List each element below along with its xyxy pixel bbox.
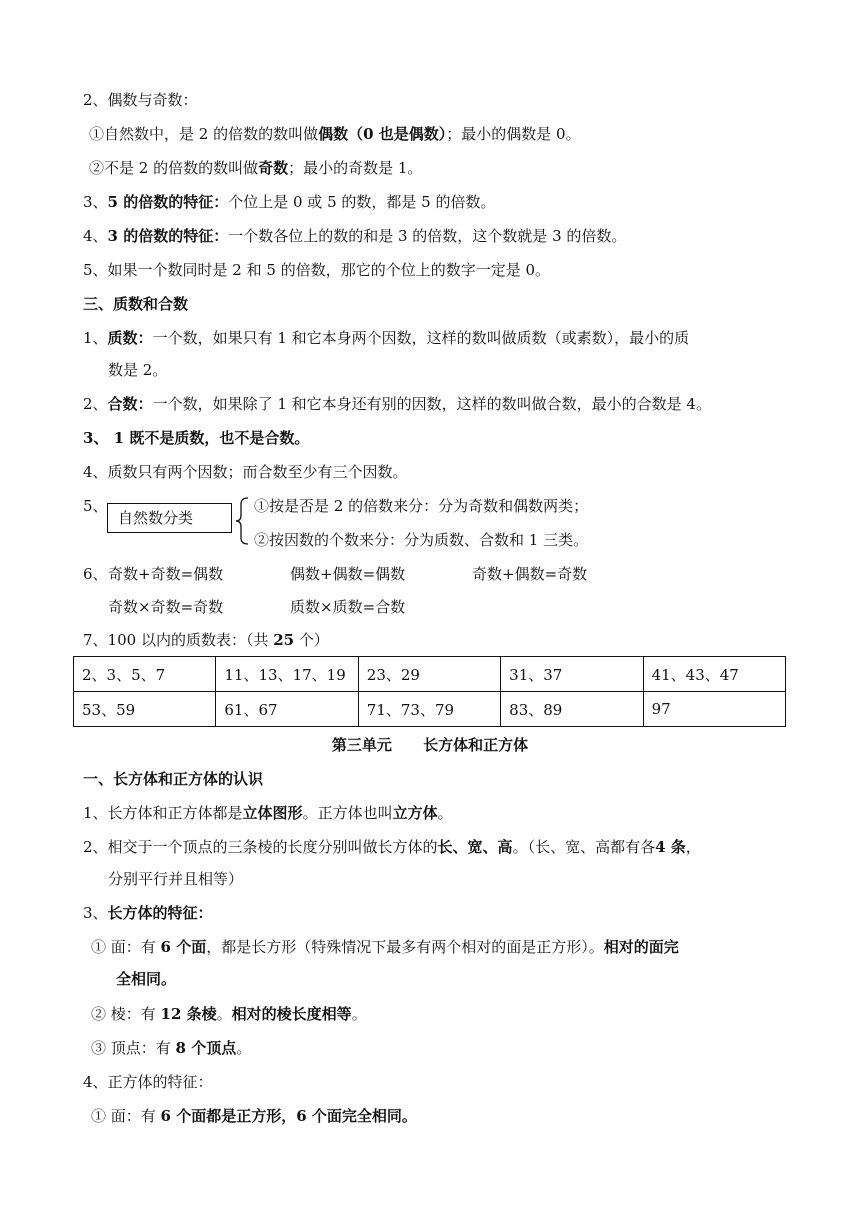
table-cell: 97 xyxy=(643,692,785,727)
prime-definition: 1、质数：一个数，如果只有 1 和它本身两个因数，这样的数叫做质数（或素数），最小的质 xyxy=(83,329,690,347)
multiple-of-3-rule: 4、3 的倍数的特征：一个数各位上的数的和是 3 的倍数，这个数就是 3 的倍数。 xyxy=(83,227,627,245)
cuboid-edge-feature: ② 棱：有 12 条棱。相对的棱长度相等。 xyxy=(91,1005,367,1023)
parity-rule-odd-plus-even: 奇数+偶数=奇数 xyxy=(472,565,588,583)
parity-rule-odd-times-odd: 奇数×奇数=奇数 xyxy=(108,598,224,616)
curly-brace-icon xyxy=(233,496,253,546)
cuboid-features-heading: 3、长方体的特征： xyxy=(83,904,213,922)
table-cell: 53、59 xyxy=(74,692,216,727)
composite-definition: 2、合数：一个数，如果除了 1 和它本身还有别的因数，这样的数叫做合数，最小的合数是 4。 xyxy=(83,395,711,413)
cuboid-face-feature-continued: 全相同。 xyxy=(116,970,177,988)
classification-option-2: ②按因数的个数来分：分为质数、合数和 1 三类。 xyxy=(254,531,589,549)
prime-definition-continued: 数是 2。 xyxy=(108,361,168,379)
parity-rule-prime-times-prime: 质数×质数=合数 xyxy=(290,598,406,616)
cuboid-vertex-feature: ③ 顶点：有 8 个顶点。 xyxy=(91,1039,252,1057)
prime-table-caption: 7、100 以内的质数表：（共 25 个） xyxy=(83,631,329,649)
cuboid-point-2: 2、相交于一个顶点的三条棱的长度分别叫做长方体的长、宽、高。（长、宽、高都有各4 条， xyxy=(83,838,701,856)
table-cell: 11、13、17、19 xyxy=(216,657,358,692)
even-odd-heading: 2、偶数与奇数： xyxy=(83,91,198,109)
parity-rules-number: 6、 xyxy=(83,565,108,583)
unit-title: 第三单元 长方体和正方体 xyxy=(331,736,529,754)
multiple-of-2-and-5-rule: 5、如果一个数同时是 2 和 5 的倍数，那它的个位上的数字一定是 0。 xyxy=(83,261,551,279)
prime-table xyxy=(73,656,786,727)
section-heading-prime: 三、质数和合数 xyxy=(83,295,189,313)
table-row xyxy=(74,692,786,727)
section-heading-cuboid: 一、长方体和正方体的认识 xyxy=(83,770,264,788)
table-row xyxy=(74,657,786,692)
one-neither-rule: 3、 1 既不是质数，也不是合数。 xyxy=(83,429,310,447)
cuboid-point-1: 1、长方体和正方体都是立体图形。正方体也叫立方体。 xyxy=(83,804,453,822)
odd-number-definition: ②不是 2 的倍数的数叫做奇数；最小的奇数是 1。 xyxy=(89,159,423,177)
parity-rule-even-plus-even: 偶数+偶数=偶数 xyxy=(290,565,406,583)
table-cell: 23、29 xyxy=(358,657,500,692)
even-number-definition: ①自然数中，是 2 的倍数的数叫做偶数（0 也是偶数）；最小的偶数是 0。 xyxy=(89,125,581,143)
table-cell: 2、3、5、7 xyxy=(74,657,216,692)
parity-rule-odd-plus-odd: 奇数+奇数=偶数 xyxy=(108,565,224,583)
cuboid-face-feature: ① 面：有 6 个面，都是长方形（特殊情况下最多有两个相对的面是正方形）。相对的面完 xyxy=(91,938,679,956)
table-cell: 61、67 xyxy=(216,692,358,727)
table-cell: 71、73、79 xyxy=(358,692,500,727)
natural-number-classification-box: 自然数分类 xyxy=(107,503,232,533)
classification-option-1: ①按是否是 2 的倍数来分：分为奇数和偶数两类； xyxy=(254,497,589,515)
multiple-of-5-rule: 3、5 的倍数的特征：个位上是 0 或 5 的数，都是 5 的倍数。 xyxy=(83,193,496,211)
classify-number: 5、 xyxy=(83,497,108,515)
cube-face-feature: ① 面：有 6 个面都是正方形，6 个面完全相同。 xyxy=(91,1107,417,1125)
table-cell: 31、37 xyxy=(501,657,643,692)
factor-count-rule: 4、质数只有两个因数；而合数至少有三个因数。 xyxy=(83,463,408,481)
table-cell: 83、89 xyxy=(501,692,643,727)
table-cell: 41、43、47 xyxy=(643,657,785,692)
cube-features-heading: 4、正方体的特征： xyxy=(83,1073,213,1091)
cuboid-point-2-continued: 分别平行并且相等） xyxy=(108,870,244,888)
